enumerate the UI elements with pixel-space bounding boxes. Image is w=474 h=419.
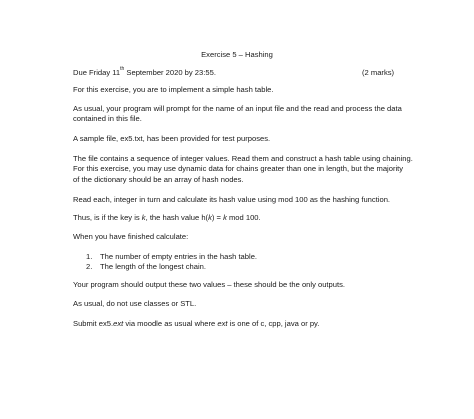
paragraph-output: Your program should output these two values – these should be the only outputs. (73, 280, 346, 289)
paragraph-description-line-2: For this exercise, you may use dynamic data for chains greater than one in length, but the majority (73, 164, 404, 174)
list-item (86, 262, 257, 272)
paragraph-formula (73, 213, 413, 223)
submission-middle: via moodle as usual where (123, 319, 218, 328)
paragraph-calculate: When you have finished calculate: (73, 232, 189, 241)
paragraph-restrictions: As usual, do not use classes or STL. (73, 299, 197, 308)
paragraph-input-line-1: As usual, your program will prompt for the name of an input file and the read and process the data (73, 104, 402, 113)
paragraph-input-line-2: contained in this file. (73, 114, 142, 124)
paragraph-description-line-1: The file contains a sequence of integer values. Read them and construct a hash table using chaining. (73, 154, 413, 163)
due-date-prefix: Due Friday 11 (73, 68, 121, 77)
due-date-line (73, 68, 403, 78)
paragraph-sample-file: A sample file, ex5.txt, has been provided for test purposes. (73, 134, 271, 143)
submission-suffix: is one of c, cpp, java or py. (227, 319, 320, 328)
paragraph-intro: For this exercise, you are to implement a simple hash table. (73, 85, 274, 94)
formula-prefix: Thus, is if the key is (73, 213, 142, 222)
paragraph-description (73, 154, 413, 185)
list-item (86, 252, 257, 262)
paragraph-description-line-3: of the dictionary should be an array of hash nodes. (73, 174, 244, 184)
marks-label: (2 marks) (362, 68, 395, 77)
formula-middle: ) = (211, 213, 224, 222)
submission-prefix: Submit ex5. (73, 319, 114, 328)
formula-suffix: mod 100. (226, 213, 261, 222)
formula-key: k (208, 213, 212, 222)
submission-ext: ext (217, 319, 228, 328)
paragraph-submission (73, 319, 413, 329)
list-item-number: 1. (86, 252, 93, 261)
due-date-suffix: September 2020 by 23:55. (124, 68, 216, 77)
list-item-text: The number of empty entries in the hash table. (100, 252, 258, 261)
due-date-ordinal: th (120, 66, 125, 73)
formula-key: k (223, 213, 227, 222)
list-item-number: 2. (86, 262, 93, 272)
page-title: Exercise 5 – Hashing (201, 50, 273, 59)
paragraph-input (73, 104, 413, 125)
formula-middle: , the hash value h( (145, 213, 209, 222)
requirements-list (86, 252, 257, 273)
paragraph-hash-function: Read each, integer in turn and calculate its hash value using mod 100 as the hashing function. (73, 195, 391, 204)
list-item-text: The length of the longest chain. (100, 262, 206, 272)
submission-ext: ext (113, 319, 124, 328)
formula-key: k (141, 213, 146, 222)
